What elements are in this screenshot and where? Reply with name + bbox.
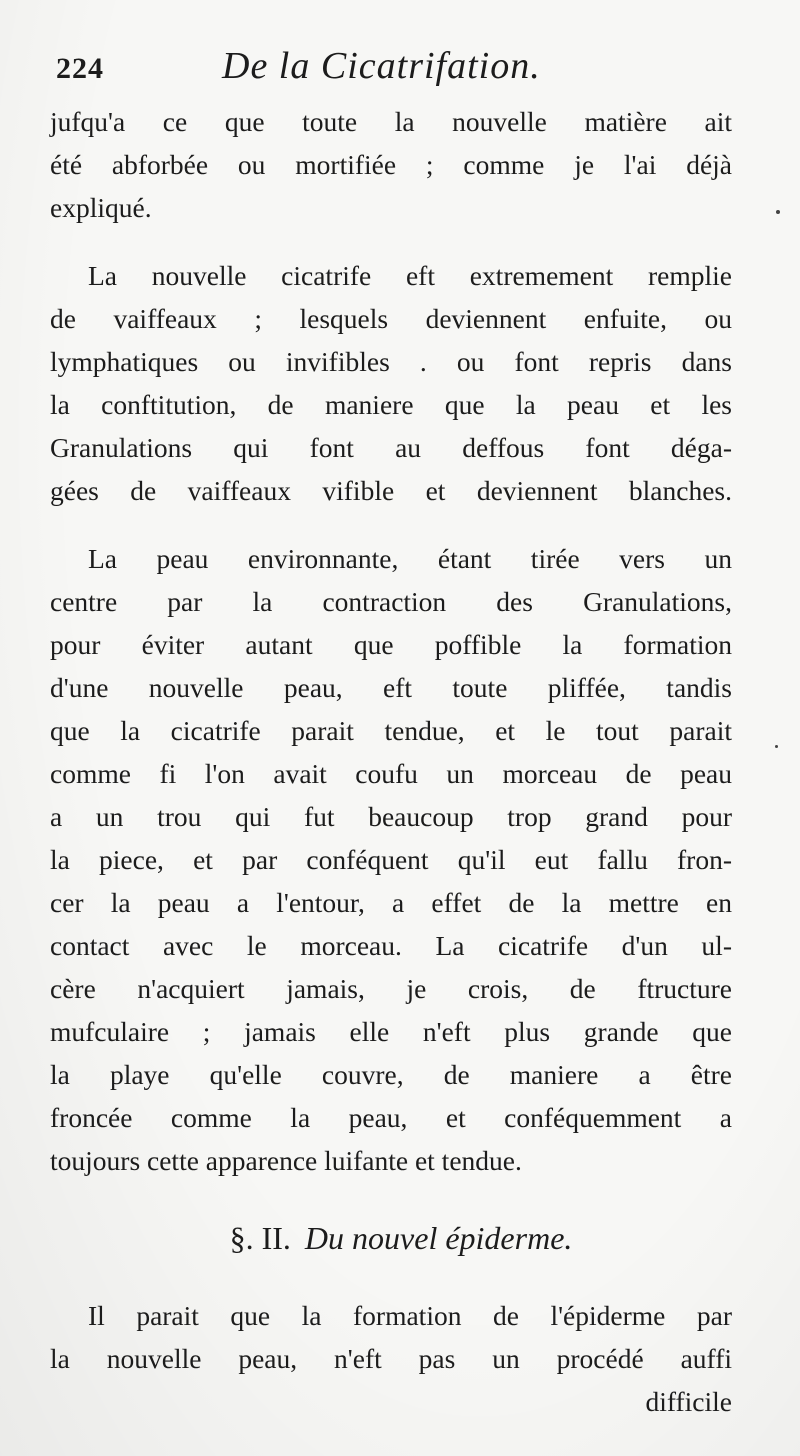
text-line: froncée comme la peau, et conféquemment a xyxy=(50,1102,732,1133)
paragraph-gap xyxy=(50,229,732,254)
text-line: Granulations qui font au deffous font déga- xyxy=(50,432,732,463)
text-line: d'une nouvelle peau, eft toute pliffée, tandis xyxy=(50,672,732,703)
text-line: mufculaire ; jamais elle n'eft plus grande que xyxy=(50,1016,732,1047)
text-line: gées de vaiffeaux vifible et deviennent blanches. xyxy=(50,475,732,506)
page-header xyxy=(52,44,752,94)
paragraph-gap xyxy=(50,1182,732,1207)
text-line: Il parait que la formation de l'épiderme par xyxy=(88,1300,732,1331)
text-line: que la cicatrife parait tendue, et le tout parait xyxy=(50,715,732,746)
text-line: jufqu'a ce que toute la nouvelle matière ait xyxy=(50,106,732,137)
text-line: cer la peau a l'entour, a effet de la mettre en xyxy=(50,887,732,918)
section-title: Du nouvel épiderme. xyxy=(304,1220,573,1256)
print-speck xyxy=(775,745,778,748)
text-line: de vaiffeaux ; lesquels deviennent enfuite, ou xyxy=(50,303,732,334)
text-line: a un trou qui fut beaucoup trop grand pour xyxy=(50,801,732,832)
text-line: centre par la contraction des Granulations, xyxy=(50,586,732,617)
text-line: la piece, et par conféquent qu'il eut fallu fron- xyxy=(50,844,732,875)
running-title: De la Cicatrifation. xyxy=(222,45,541,87)
text-line: la playe qu'elle couvre, de maniere a être xyxy=(50,1059,732,1090)
paragraph-gap xyxy=(50,512,732,537)
text-line: contact avec le morceau. La cicatrife d'un ul- xyxy=(50,930,732,961)
text-line: la nouvelle peau, n'eft pas un procédé auffi xyxy=(50,1343,732,1374)
text-line: expliqué. xyxy=(50,192,152,223)
body-text xyxy=(50,100,732,1423)
text-line: comme fi l'on avait coufu un morceau de peau xyxy=(50,758,732,789)
text-line: la conftitution, de maniere que la peau et les xyxy=(50,389,732,420)
text-line: La nouvelle cicatrife eft extremement remplie xyxy=(88,260,732,291)
text-line: La peau environnante, étant tirée vers un xyxy=(88,543,732,574)
text-line: toujours cette apparence luifante et tendue. xyxy=(50,1145,522,1176)
page-number: 224 xyxy=(56,52,104,85)
text-line: été abforbée ou mortifiée ; comme je l'ai déjà xyxy=(50,149,732,180)
text-line: pour éviter autant que poffible la formation xyxy=(50,629,732,660)
section-number: §. II. xyxy=(229,1220,291,1256)
text-line: difficile xyxy=(645,1386,732,1417)
section-heading xyxy=(50,1207,732,1269)
text-line: cère n'acquiert jamais, je crois, de ftructure xyxy=(50,973,732,1004)
paragraph-gap xyxy=(50,1269,732,1294)
print-speck xyxy=(776,210,780,214)
text-line: lymphatiques ou invifibles . ou font repris dans xyxy=(50,346,732,377)
